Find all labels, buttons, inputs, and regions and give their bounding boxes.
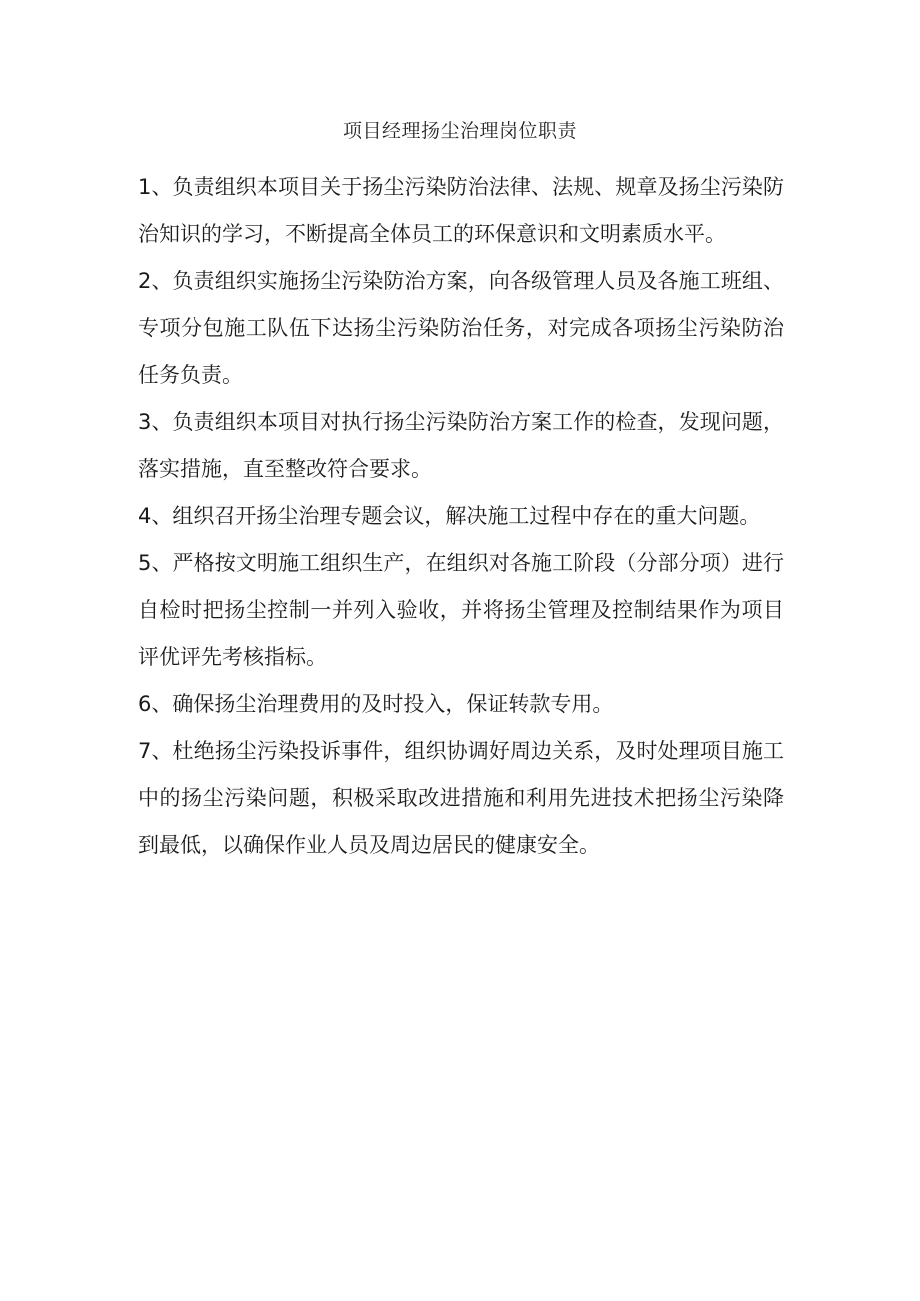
duty-item-3: 3、负责组织本项目对执行扬尘污染防治方案工作的检查，发现问题，落实措施，直至整改符合要求。	[138, 410, 784, 481]
duty-item-4: 4、组织召开扬尘治理专题会议，解决施工过程中存在的重大问题。	[138, 504, 761, 528]
duty-item-2: 2、负责组织实施扬尘污染防治方案，向各级管理人员及各施工班组、专项分包施工队伍下达扬尘污染防治任务，对完成各项扬尘污染防治任务负责。	[138, 269, 784, 387]
duty-item-7: 7、杜绝扬尘污染投诉事件，组织协调好周边关系，及时处理项目施工中的扬尘污染问题，积极采取改进措施和利用先进技术把扬尘污染降到最低，以确保作业人员及周边居民的健康安全。	[138, 739, 784, 857]
duty-item-5: 5、严格按文明施工组织生产，在组织对各施工阶段（分部分项）进行自检时把扬尘控制一并列入验收，并将扬尘管理及控制结果作为项目评优评先考核指标。	[138, 551, 784, 669]
duty-list	[138, 164, 784, 869]
document-title: 项目经理扬尘治理岗位职责	[342, 120, 577, 142]
duty-item-6: 6、确保扬尘治理费用的及时投入，保证转款专用。	[138, 692, 614, 716]
duty-item-1: 1、负责组织本项目关于扬尘污染防治法律、法规、规章及扬尘污染防治知识的学习，不断提高全体员工的环保意识和文明素质水平。	[138, 175, 784, 246]
